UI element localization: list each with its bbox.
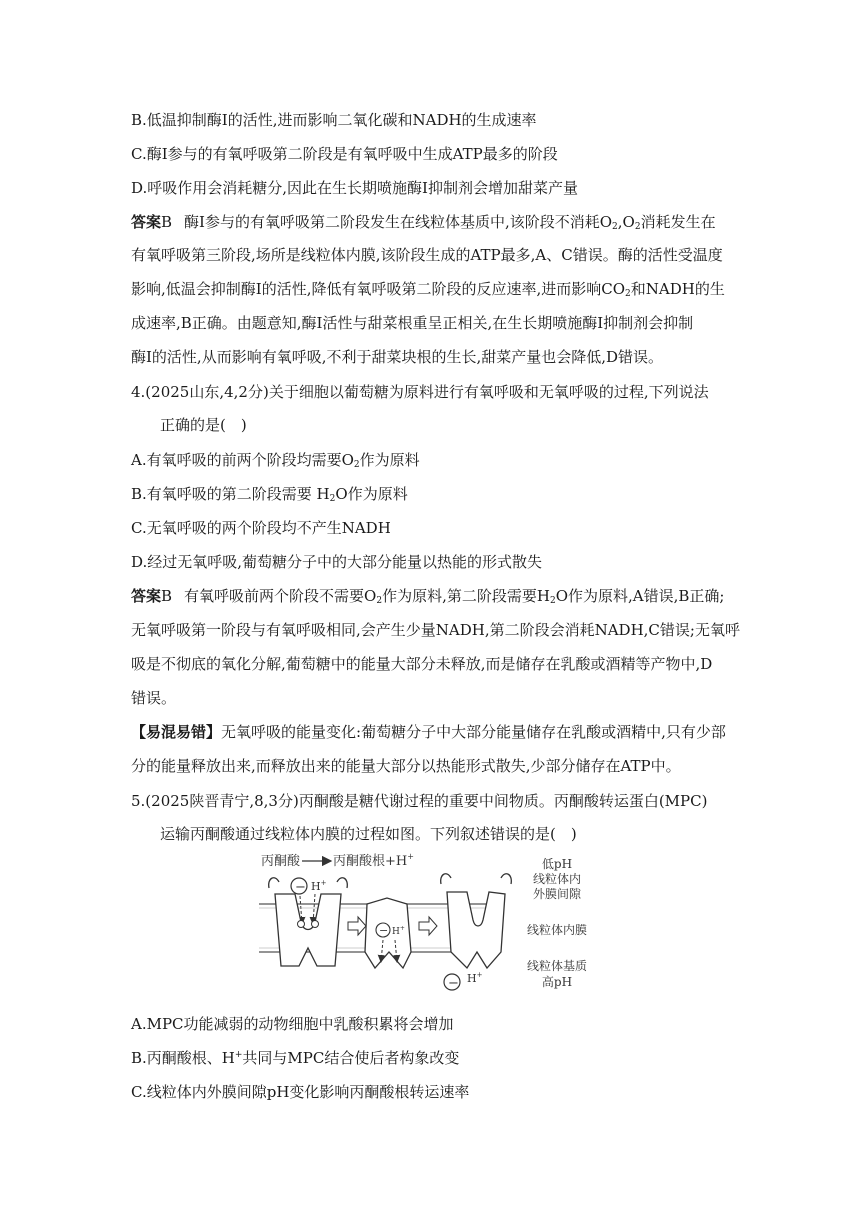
intermembrane-space-label-2: 外膜间隙 bbox=[532, 887, 582, 901]
text-run: 有氧呼吸前两个阶段不需要O bbox=[184, 587, 377, 605]
text-run: O作为原料 bbox=[335, 485, 408, 503]
q5-stem-line-1: 5.(2025陕晋青宁,8,3分)丙酮酸是糖代谢过程的重要中间物质。丙酮酸转运蛋白(MPC) bbox=[131, 792, 708, 810]
q3-answer-line-5: 酶Ⅰ的活性,从而影响有氧呼吸,不利于甜菜块根的生长,甜菜产量也会降低,D错误。 bbox=[131, 348, 664, 366]
q5-stem-line-2: 运输丙酮酸通过线粒体内膜的过程如图。下列叙述错误的是( ) bbox=[160, 825, 577, 843]
q3-option-d: D.呼吸作用会消耗糖分,因此在生长期喷施酶Ⅰ抑制剂会增加甜菜产量 bbox=[131, 179, 578, 197]
answer-label: 答案 bbox=[131, 587, 162, 605]
text-run: 影响,低温会抑制酶Ⅰ的活性,降低有氧呼吸第二阶段的反应速率,进而影响CO bbox=[131, 280, 626, 298]
q4-stem-line-2: 正确的是( ) bbox=[160, 416, 247, 434]
q4-option-c: C.无氧呼吸的两个阶段均不产生NADH bbox=[131, 519, 391, 537]
q3-answer-line-4: 成速率,B正确。由题意知,酶Ⅰ活性与甜菜根重呈正相关,在生长期喷施酶Ⅰ抑制剂会抑制 bbox=[131, 314, 694, 332]
text-run: 消耗发生在 bbox=[640, 213, 716, 231]
text-run: H bbox=[467, 972, 477, 985]
intermembrane-space-label-1: 线粒体内 bbox=[532, 872, 582, 886]
q3-answer-line-2: 有氧呼吸第三阶段,场所是线粒体内膜,该阶段生成的ATP最多,A、C错误。酶的活性受温度 bbox=[131, 246, 723, 264]
subscript: 2 bbox=[612, 222, 618, 232]
mpc-transport-diagram bbox=[255, 848, 600, 998]
q5-option-a: A.MPC功能减弱的动物细胞中乳酸积累将会增加 bbox=[131, 1015, 454, 1033]
text-run: B.有氧呼吸的第二阶段需要 H bbox=[131, 485, 330, 503]
text-run: 共同与MPC结合使后者构象改变 bbox=[242, 1049, 460, 1067]
subscript: 2 bbox=[625, 289, 631, 299]
binding-site bbox=[312, 921, 319, 928]
q3-option-c: C.酶Ⅰ参与的有氧呼吸第二阶段是有氧呼吸中生成ATP最多的阶段 bbox=[131, 145, 558, 163]
text-run: H bbox=[392, 927, 400, 937]
q3-option-b: B.低温抑制酶Ⅰ的活性,进而影响二氧化碳和NADH的生成速率 bbox=[131, 111, 537, 129]
answer-choice: B bbox=[161, 213, 173, 231]
reaction-product-label bbox=[333, 852, 414, 869]
superscript: + bbox=[320, 879, 327, 887]
subscript: 2 bbox=[329, 494, 336, 504]
minus-sign: − bbox=[379, 924, 389, 937]
q4-option-a bbox=[131, 450, 420, 470]
reaction-pyruvate-label: 丙酮酸 bbox=[261, 854, 301, 869]
text-run: 作为原料,第二阶段需要H bbox=[382, 587, 550, 605]
minus-sign: − bbox=[295, 880, 306, 895]
matrix-label: 线粒体基质 bbox=[526, 959, 588, 973]
q4-answer-line-1 bbox=[131, 586, 724, 606]
text-run: 和NADH的生 bbox=[630, 280, 725, 298]
high-ph-label: 高pH bbox=[541, 975, 573, 989]
superscript: + bbox=[234, 1050, 243, 1060]
transporter-arm bbox=[269, 878, 279, 888]
binding-site bbox=[298, 921, 305, 928]
superscript: + bbox=[399, 925, 405, 932]
low-ph-label: 低pH bbox=[541, 857, 573, 871]
q4-answer-line-4: 错误。 bbox=[131, 689, 177, 707]
minus-sign: − bbox=[448, 976, 459, 991]
subscript: 2 bbox=[376, 596, 383, 606]
text-run: 丙酮酸根+H bbox=[333, 854, 408, 869]
q5-option-c: C.线粒体内外膜间隙pH变化影响丙酮酸根转运速率 bbox=[131, 1083, 470, 1101]
answer-label: 答案 bbox=[131, 213, 162, 231]
q4-tip-line-2: 分的能量释放出来,而释放出来的能量大部分以热能形式散失,少部分储存在ATP中。 bbox=[131, 757, 681, 775]
tip-label: 【易混易错】 bbox=[131, 723, 222, 741]
dashed-arrow-right bbox=[313, 894, 315, 924]
step-arrow-icon bbox=[348, 917, 366, 935]
step-arrow-icon bbox=[419, 917, 437, 935]
superscript: + bbox=[476, 971, 483, 979]
text-run: B.丙酮酸根、H bbox=[131, 1049, 235, 1067]
transporter-arm bbox=[337, 878, 347, 888]
q4-option-d: D.经过无氧呼吸,葡萄糖分子中的大部分能量以热能的形式散失 bbox=[131, 553, 543, 571]
q5-option-b bbox=[131, 1048, 459, 1068]
transporter-arm bbox=[501, 874, 511, 884]
subscript: 2 bbox=[634, 222, 641, 232]
text-run: 酶Ⅰ参与的有氧呼吸第二阶段发生在线粒体基质中,该阶段不消耗O bbox=[184, 213, 613, 231]
transporter-arm bbox=[441, 874, 451, 884]
subscript: 2 bbox=[549, 596, 556, 606]
superscript: + bbox=[407, 852, 414, 861]
text-run: ,O bbox=[617, 213, 635, 231]
q4-tip-line-1 bbox=[131, 722, 726, 742]
q4-answer-line-2: 无氧呼吸第一阶段与有氧呼吸相同,会产生少量NADH,第二阶段会消耗NADH,C错误;无氧呼 bbox=[131, 621, 740, 639]
q4-option-b bbox=[131, 484, 408, 504]
q3-answer-line-1 bbox=[131, 212, 716, 232]
text-run: 作为原料 bbox=[359, 451, 420, 469]
inner-membrane-label: 线粒体内膜 bbox=[526, 923, 588, 937]
q3-answer-line-3 bbox=[131, 279, 725, 299]
q4-answer-line-3: 吸是不彻底的氧化分解,葡萄糖中的能量大部分未释放,而是储存在乳酸或酒精等产物中,D bbox=[131, 655, 713, 673]
text-run: H bbox=[311, 880, 321, 893]
subscript: 2 bbox=[353, 460, 360, 470]
text-run: O作为原料,A错误,B正确; bbox=[555, 587, 725, 605]
proton-label-bottom bbox=[467, 971, 483, 985]
answer-choice: B bbox=[161, 587, 173, 605]
text-run: A.有氧呼吸的前两个阶段均需要O bbox=[131, 451, 354, 469]
mpc-transporter-open-outward bbox=[275, 894, 341, 966]
q4-stem-line-1: 4.(2025山东,4,2分)关于细胞以葡萄糖为原料进行有氧呼吸和无氧呼吸的过程,下列说法 bbox=[131, 383, 709, 401]
text-run: 无氧呼吸的能量变化:葡萄糖分子中大部分能量储存在乳酸或酒精中,只有少部 bbox=[221, 723, 726, 741]
proton-label-top bbox=[311, 879, 327, 893]
